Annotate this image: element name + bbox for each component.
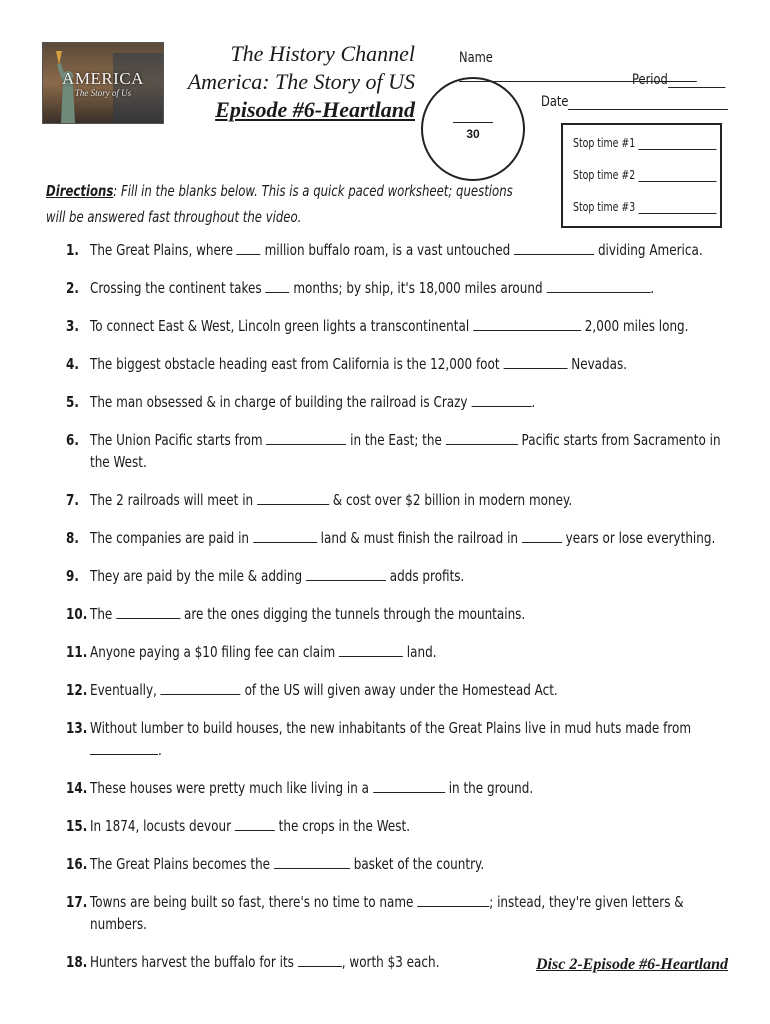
stop-time-3[interactable]: Stop time #3 xyxy=(573,200,716,214)
answer-blank[interactable] xyxy=(161,679,241,695)
question-text-part: They are paid by the mile & adding xyxy=(90,567,303,585)
question-text xyxy=(90,603,722,625)
question-number: 14. xyxy=(66,779,88,797)
answer-blank[interactable] xyxy=(417,891,489,907)
question-item xyxy=(66,603,722,625)
question-text xyxy=(90,679,722,701)
answer-blank[interactable] xyxy=(473,315,581,331)
question-text-part: million buffalo roam, is a vast untouched xyxy=(264,241,511,259)
question-number: 3. xyxy=(66,317,79,335)
answer-blank[interactable] xyxy=(306,565,386,581)
stop-time-1-line[interactable] xyxy=(638,138,716,150)
stop-time-1[interactable]: Stop time #1 xyxy=(573,136,716,150)
period-field[interactable] xyxy=(632,72,725,88)
question-number: 12. xyxy=(66,681,88,699)
question-text-part: , worth $3 each. xyxy=(341,953,440,971)
america-logo-image xyxy=(42,42,164,124)
title-block xyxy=(165,40,415,124)
question-text-part: land. xyxy=(406,643,437,661)
question-number: 6. xyxy=(66,431,79,449)
question-item xyxy=(66,353,722,375)
question-text xyxy=(90,353,722,375)
question-text-part: The xyxy=(90,605,113,623)
answer-blank[interactable] xyxy=(522,527,562,543)
question-item xyxy=(66,391,722,413)
question-text xyxy=(90,891,722,935)
question-text xyxy=(90,239,722,261)
question-item xyxy=(66,815,722,837)
question-item xyxy=(66,565,722,587)
period-line[interactable] xyxy=(668,73,725,88)
date-label: Date xyxy=(541,94,569,110)
question-item xyxy=(66,853,722,875)
question-item xyxy=(66,429,722,473)
answer-blank[interactable] xyxy=(116,603,180,619)
question-number: 7. xyxy=(66,491,79,509)
answer-blank[interactable] xyxy=(446,429,518,445)
question-item xyxy=(66,679,722,701)
question-text-part: In 1874, locusts devour xyxy=(90,817,232,835)
question-number: 2. xyxy=(66,279,79,297)
question-text xyxy=(90,565,722,587)
question-text-part: years or lose everything. xyxy=(565,529,716,547)
question-number: 15. xyxy=(66,817,88,835)
question-text-part: The biggest obstacle heading east from California is the 12,000 foot xyxy=(90,355,500,373)
question-text xyxy=(90,717,722,761)
score-circle xyxy=(421,77,525,181)
answer-blank[interactable] xyxy=(339,641,403,657)
question-text-part: Towns are being built so fast, there's no time to name xyxy=(90,893,414,911)
question-text-part: land & must finish the railroad in xyxy=(320,529,519,547)
question-text-part: 2,000 miles long. xyxy=(584,317,689,335)
question-text xyxy=(90,853,722,875)
question-number: 9. xyxy=(66,567,79,585)
answer-blank[interactable] xyxy=(266,277,290,293)
question-text-part: Hunters harvest the buffalo for its xyxy=(90,953,294,971)
question-text-part: ; instead, they're given letters & numbers. xyxy=(90,893,684,933)
question-text-part: The 2 railroads will meet in xyxy=(90,491,254,509)
question-text-part: The Great Plains becomes the xyxy=(90,855,271,873)
stop-time-2[interactable]: Stop time #2 xyxy=(573,168,716,182)
question-number: 1. xyxy=(66,241,79,259)
question-text-part: months; by ship, it's 18,000 miles around xyxy=(293,279,543,297)
question-text-part: . xyxy=(531,393,536,411)
question-item xyxy=(66,717,722,761)
date-field[interactable] xyxy=(541,94,728,110)
question-list xyxy=(66,239,722,989)
answer-blank[interactable] xyxy=(514,239,594,255)
question-text-part: . xyxy=(650,279,655,297)
answer-blank[interactable] xyxy=(235,815,275,831)
question-item xyxy=(66,489,722,511)
question-text-part: . xyxy=(158,741,162,759)
question-text-part: & cost over $2 billion in modern money. xyxy=(332,491,573,509)
answer-blank[interactable] xyxy=(90,739,158,755)
answer-blank[interactable] xyxy=(253,527,317,543)
answer-blank[interactable] xyxy=(503,353,567,369)
question-text-part: Pacific starts from Sacramento in the West. xyxy=(90,431,721,471)
question-number: 10. xyxy=(66,605,88,623)
directions-text: : Fill in the blanks below. This is a quick paced worksheet; questions will be answered fast throughout the video. xyxy=(46,182,513,226)
question-number: 13. xyxy=(66,719,88,737)
question-item xyxy=(66,527,722,549)
question-text-part: the crops in the West. xyxy=(278,817,411,835)
question-text-part: The Great Plains, where xyxy=(90,241,233,259)
stop-time-3-line[interactable] xyxy=(638,202,716,214)
question-number: 8. xyxy=(66,529,79,547)
answer-blank[interactable] xyxy=(471,391,531,407)
question-text xyxy=(90,489,722,511)
question-text-part: in the ground. xyxy=(448,779,534,797)
question-text xyxy=(90,429,722,473)
footer-episode: Disc 2-Episode #6-Heartland xyxy=(536,956,728,973)
question-number: 16. xyxy=(66,855,88,873)
question-number: 4. xyxy=(66,355,79,373)
question-text xyxy=(90,815,722,837)
answer-blank[interactable] xyxy=(257,489,329,505)
question-text-part: in the East; the xyxy=(350,431,442,449)
question-text-part: To connect East & West, Lincoln green lights a transcontinental xyxy=(90,317,470,335)
directions-lead: Directions xyxy=(46,182,114,200)
period-label: Period xyxy=(632,72,668,88)
question-text-part: basket of the country. xyxy=(353,855,485,873)
question-item xyxy=(66,239,722,261)
question-number: 5. xyxy=(66,393,79,411)
question-text xyxy=(90,527,722,549)
question-text-part: Anyone paying a $10 filing fee can claim xyxy=(90,643,336,661)
question-text-part: These houses were pretty much like living in a xyxy=(90,779,370,797)
stop-time-2-line[interactable] xyxy=(638,170,716,182)
question-text-part: The Union Pacific starts from xyxy=(90,431,263,449)
question-item xyxy=(66,315,722,337)
question-text-part: adds profits. xyxy=(389,567,465,585)
question-text-part: The companies are paid in xyxy=(90,529,250,547)
question-number: 17. xyxy=(66,893,88,911)
question-text-part: dividing America. xyxy=(597,241,703,259)
answer-blank[interactable] xyxy=(237,239,261,255)
logo-title: AMERICA xyxy=(62,69,144,88)
question-item xyxy=(66,277,722,299)
question-text-part: Crossing the continent takes xyxy=(90,279,262,297)
name-label: Name xyxy=(459,50,493,66)
question-text xyxy=(90,391,722,413)
answer-blank[interactable] xyxy=(298,951,342,967)
title-line-2: America: The Story of US xyxy=(187,69,415,94)
answer-blank[interactable] xyxy=(546,277,650,293)
answer-blank[interactable] xyxy=(373,777,445,793)
answer-blank[interactable] xyxy=(266,429,346,445)
score-blank[interactable] xyxy=(453,122,493,123)
question-item xyxy=(66,777,722,799)
question-text xyxy=(90,777,722,799)
question-item xyxy=(66,641,722,663)
question-item xyxy=(66,891,722,935)
logo-subtitle: The Story of Us xyxy=(74,88,132,98)
question-text xyxy=(90,277,722,299)
question-text-part: Without lumber to build houses, the new inhabitants of the Great Plains live in mud huts made from xyxy=(90,719,692,737)
date-line[interactable] xyxy=(568,95,728,110)
question-text xyxy=(90,315,722,337)
question-number: 11. xyxy=(66,643,88,661)
question-text xyxy=(90,641,722,663)
directions xyxy=(46,178,530,230)
stop-times-box xyxy=(561,123,722,228)
title-line-1: The History Channel xyxy=(230,41,415,66)
question-text-part: Nevadas. xyxy=(571,355,628,373)
answer-blank[interactable] xyxy=(274,853,350,869)
question-text-part: of the US will given away under the Homestead Act. xyxy=(244,681,558,699)
question-number: 18. xyxy=(66,953,88,971)
question-text-part: Eventually, xyxy=(90,681,157,699)
episode-title: Episode #6-Heartland xyxy=(215,97,415,122)
question-text-part: are the ones digging the tunnels through the mountains. xyxy=(183,605,526,623)
question-text-part: The man obsessed & in charge of building the railroad is Crazy xyxy=(90,393,468,411)
score-points: 30 xyxy=(466,127,480,141)
